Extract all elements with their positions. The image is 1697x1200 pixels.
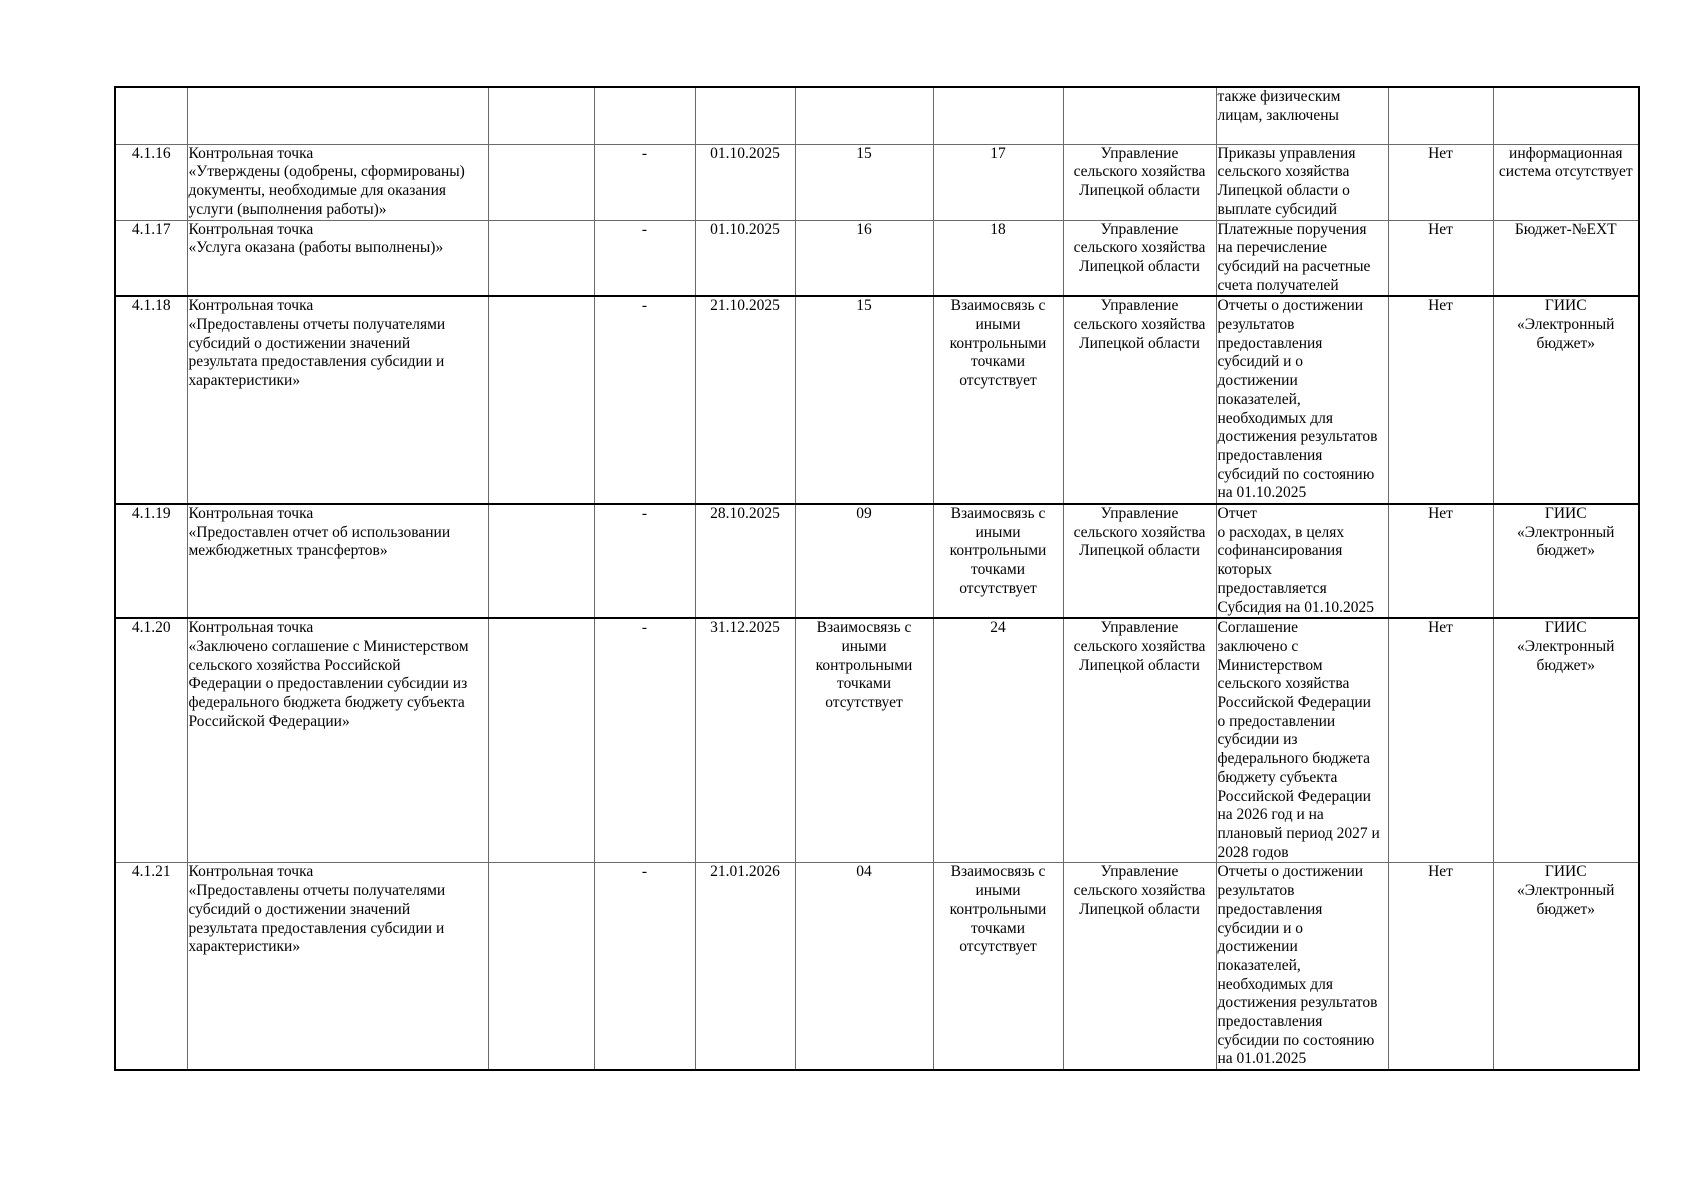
table-row: [115, 220, 1639, 296]
table-row: [115, 296, 1639, 504]
approval-cell: Нет: [1388, 144, 1493, 220]
control-point-name: Контрольная точка «Предоставлен отчет об использовании межбюджетных трансфертов»: [187, 504, 488, 618]
dash-cell: -: [594, 504, 695, 618]
date-cell: 21.01.2026: [695, 863, 795, 1070]
control-point-name: Контрольная точка «Предоставлены отчеты получателями субсидий о достижении значений результата предоставления субсидии и характеристики»: [187, 863, 488, 1070]
control-point-name: Контрольная точка «Услуга оказана (работы выполнены)»: [187, 220, 488, 296]
row-number: 4.1.20: [115, 618, 187, 863]
table-row: [115, 618, 1639, 863]
row-number: 4.1.16: [115, 144, 187, 220]
predecessor-cell: [795, 87, 933, 144]
date-cell: 31.12.2025: [695, 618, 795, 863]
successor-cell: [933, 87, 1063, 144]
control-point-name: Контрольная точка «Заключено соглашение с Министерством сельского хозяйства Российской Федерации о предоставлении субсидии из федерального бюджета бюджету субъекта Российской Федерации»: [187, 618, 488, 863]
empty-cell: [488, 220, 594, 296]
table-row: [115, 144, 1639, 220]
document-cell: также физическим лицам, заключены: [1216, 87, 1388, 144]
info-system-cell: ГИИС «Электронный бюджет»: [1493, 296, 1639, 504]
successor-cell: 17: [933, 144, 1063, 220]
predecessor-cell: 16: [795, 220, 933, 296]
dash-cell: -: [594, 144, 695, 220]
table-row: [115, 504, 1639, 618]
empty-cell: [488, 863, 594, 1070]
date-cell: 01.10.2025: [695, 220, 795, 296]
responsible-cell: Управление сельского хозяйства Липецкой области: [1063, 504, 1216, 618]
info-system-cell: ГИИС «Электронный бюджет»: [1493, 618, 1639, 863]
date-cell: [695, 87, 795, 144]
responsible-cell: Управление сельского хозяйства Липецкой области: [1063, 296, 1216, 504]
responsible-cell: [1063, 87, 1216, 144]
date-cell: 28.10.2025: [695, 504, 795, 618]
approval-cell: Нет: [1388, 220, 1493, 296]
successor-cell: Взаимосвязь с иными контрольными точками отсутствует: [933, 296, 1063, 504]
row-number: [115, 87, 187, 144]
predecessor-cell: 04: [795, 863, 933, 1070]
info-system-cell: [1493, 87, 1639, 144]
predecessor-cell: 09: [795, 504, 933, 618]
info-system-cell: ГИИС «Электронный бюджет»: [1493, 504, 1639, 618]
dash-cell: -: [594, 618, 695, 863]
info-system-cell: информационная система отсутствует: [1493, 144, 1639, 220]
empty-cell: [488, 144, 594, 220]
control-points-table: [114, 86, 1640, 1071]
empty-cell: [488, 87, 594, 144]
document-cell: Отчеты о достижении результатов предоставления субсидии и о достижении показателей, необходимых для достижения результатов предоставления субсидии по состоянию на 01.01.2025: [1216, 863, 1388, 1070]
dash-cell: -: [594, 220, 695, 296]
date-cell: 21.10.2025: [695, 296, 795, 504]
document-cell: Соглашение заключено с Министерством сельского хозяйства Российской Федерации о предоставлении субсидии из федерального бюджета бюджету субъекта Российской Федерации на 2026 год и на плановый период 2027 и 2028 годов: [1216, 618, 1388, 863]
empty-cell: [488, 296, 594, 504]
approval-cell: Нет: [1388, 504, 1493, 618]
responsible-cell: Управление сельского хозяйства Липецкой области: [1063, 618, 1216, 863]
responsible-cell: Управление сельского хозяйства Липецкой области: [1063, 863, 1216, 1070]
approval-cell: Нет: [1388, 296, 1493, 504]
empty-cell: [488, 504, 594, 618]
control-point-name: [187, 87, 488, 144]
empty-cell: [488, 618, 594, 863]
approval-cell: Нет: [1388, 618, 1493, 863]
control-point-name: Контрольная точка «Предоставлены отчеты получателями субсидий о достижении значений результата предоставления субсидии и характеристики»: [187, 296, 488, 504]
successor-cell: Взаимосвязь с иными контрольными точками отсутствует: [933, 863, 1063, 1070]
dash-cell: -: [594, 863, 695, 1070]
document-cell: Отчет о расходах, в целях софинансирования которых предоставляется Субсидия на 01.10.2025: [1216, 504, 1388, 618]
document-cell: Платежные поручения на перечисление субсидий на расчетные счета получателей: [1216, 220, 1388, 296]
approval-cell: Нет: [1388, 863, 1493, 1070]
row-number: 4.1.19: [115, 504, 187, 618]
document-cell: Приказы управления сельского хозяйства Липецкой области о выплате субсидий: [1216, 144, 1388, 220]
responsible-cell: Управление сельского хозяйства Липецкой области: [1063, 144, 1216, 220]
predecessor-cell: 15: [795, 296, 933, 504]
row-number: 4.1.21: [115, 863, 187, 1070]
info-system-cell: ГИИС «Электронный бюджет»: [1493, 863, 1639, 1070]
table-row: [115, 863, 1639, 1070]
responsible-cell: Управление сельского хозяйства Липецкой области: [1063, 220, 1216, 296]
table-row: [115, 87, 1639, 144]
dash-cell: [594, 87, 695, 144]
row-number: 4.1.17: [115, 220, 187, 296]
document-cell: Отчеты о достижении результатов предоставления субсидий и о достижении показателей, необходимых для достижения результатов предоставления субсидий по состоянию на 01.10.2025: [1216, 296, 1388, 504]
date-cell: 01.10.2025: [695, 144, 795, 220]
row-number: 4.1.18: [115, 296, 187, 504]
dash-cell: -: [594, 296, 695, 504]
control-point-name: Контрольная точка «Утверждены (одобрены, сформированы) документы, необходимые для оказания услуги (выполнения работы)»: [187, 144, 488, 220]
successor-cell: Взаимосвязь с иными контрольными точками отсутствует: [933, 504, 1063, 618]
successor-cell: 24: [933, 618, 1063, 863]
info-system-cell: Бюджет-№EXT: [1493, 220, 1639, 296]
successor-cell: 18: [933, 220, 1063, 296]
predecessor-cell: 15: [795, 144, 933, 220]
predecessor-cell: Взаимосвязь с иными контрольными точками отсутствует: [795, 618, 933, 863]
approval-cell: [1388, 87, 1493, 144]
